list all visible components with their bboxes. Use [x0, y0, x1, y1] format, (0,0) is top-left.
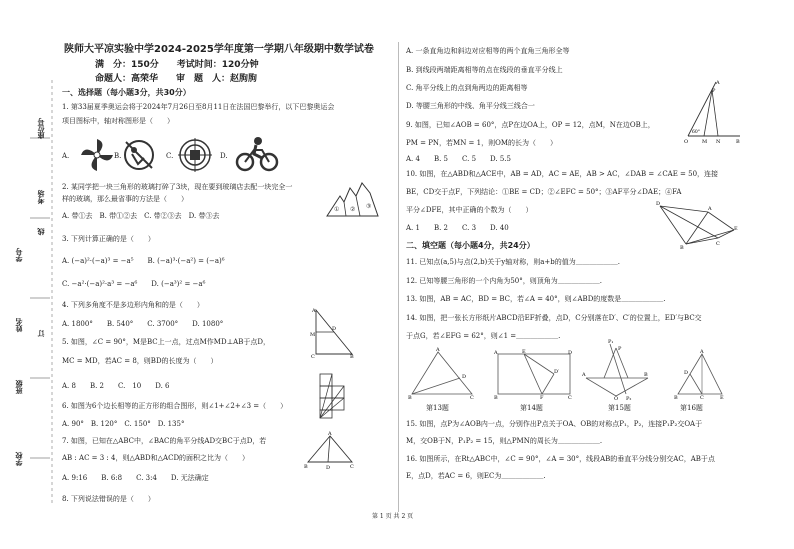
svg-text:A: A: [700, 349, 704, 355]
pinwheel-icon: [80, 137, 114, 173]
q13-figure: [408, 348, 478, 400]
q3-options-cd: C. −a²·(−a)²·a³ = −a⁶ D. (−a³)² = −a⁶: [62, 280, 206, 288]
q8-option-c: C. 角平分线上的点到角两边的距离相等: [406, 84, 528, 92]
svg-text:F: F: [540, 395, 544, 401]
class-label: 班级: [14, 380, 23, 394]
q4-options: A. 1800° B. 540° C. 3700° D. 1080°: [62, 320, 224, 328]
svg-text:P: P: [712, 88, 716, 94]
fencing-icon: [122, 138, 156, 172]
svg-text:D: D: [568, 350, 573, 356]
exam-title: 陕师大平凉实验中学2024-2025学年度第一学期八年级期中数学试卷: [64, 44, 374, 55]
q16-line-1: 16. 如图所示，在Rt△ABC中，∠C = 90°，∠A = 30°，线段AB的垂直平分线分别交AC，AB于点: [406, 455, 715, 463]
figure-label-13: 第13题: [426, 404, 449, 412]
q9-line-2: PM = PN，若MN = 1，则OM的长为（ ）: [406, 139, 557, 147]
svg-text:60°: 60°: [692, 130, 700, 135]
q10-triangles-figure: [656, 200, 738, 250]
score-time-line: 满 分：150分 考试时间：120分钟: [95, 60, 259, 70]
svg-text:N: N: [716, 139, 721, 145]
q4-stem: 4. 下列多角度不是多边形内角和的是（ ）: [62, 301, 204, 309]
figure-label-16: 第16题: [680, 404, 703, 412]
svg-text:A: A: [494, 350, 498, 356]
target-icon: [178, 138, 212, 172]
q10-line-3: 平分∠DFE，其中正确的个数为（ ）: [406, 206, 533, 214]
q15-line-2: M，交OB于N，P₁P₂ = 15，则△PMN的周长为＿＿＿＿＿＿.: [406, 437, 603, 445]
q14-line-1: 14. 如图，把一张长方形纸片ABCD沿EF折叠，点D，C分别落在D′、C′的位置上，ED′与BC交: [406, 314, 702, 322]
svg-text:P: P: [618, 346, 622, 352]
q1-option-d-label: D.: [220, 152, 228, 160]
svg-text:B: B: [408, 395, 412, 401]
svg-text:D: D: [656, 201, 661, 207]
svg-text:B: B: [644, 372, 648, 378]
q11: 11. 已知点(a,5)与点(2,b)关于y轴对称，则a+b的值为＿＿＿＿＿＿.: [406, 258, 620, 266]
svg-text:D: D: [462, 374, 467, 380]
svg-text:D: D: [684, 370, 689, 376]
svg-text:P₁: P₁: [608, 339, 614, 345]
q5-options: A. 8 B. 2 C. 10 D. 6: [62, 382, 170, 390]
page-footer: 第 1 页 共 2 页: [372, 513, 414, 520]
q1-option-b-label: B.: [114, 152, 122, 160]
binding-line-mark-2: 订: [36, 330, 45, 337]
svg-text:B: B: [494, 395, 498, 401]
svg-text:B: B: [304, 464, 308, 470]
q2-line-2: 样的玻璃，那么最省事的方法是（ ）: [62, 195, 188, 203]
q9-angle-figure: [682, 78, 744, 144]
q2-options: A. 带①去 B. 带①②去 C. 带②③去 D. 带③去: [62, 212, 220, 220]
svg-text:C: C: [470, 395, 474, 401]
svg-text:B: B: [736, 139, 740, 145]
binding-lines: [0, 0, 62, 549]
q5-line-1: 5. 如图，∠C = 90°，M是BC上一点，过点M作MD⊥AB于点D，: [62, 338, 270, 346]
q10-options: A. 1 B. 2 C. 3 D. 40: [406, 224, 509, 232]
exam-room-label: 考场: [36, 190, 45, 204]
q8-option-a: A. 一条直角边和斜边对应相等的两个直角三角形全等: [406, 47, 570, 55]
svg-text:P₂: P₂: [626, 396, 632, 402]
q6-stem: 6. 如图为6个边长相等的正方形的组合图形，则∠1+∠2+∠3 =（ ）: [62, 402, 288, 410]
svg-text:D′: D′: [554, 369, 560, 375]
svg-text:E: E: [720, 395, 724, 401]
q3-stem: 3. 下列计算正确的是（ ）: [62, 235, 155, 243]
svg-text:E: E: [522, 349, 526, 355]
q1-option-c-label: C.: [166, 152, 174, 160]
svg-text:D: D: [326, 465, 331, 471]
q5-triangle-figure: [310, 306, 356, 358]
figure-label-15: 第15题: [608, 404, 631, 412]
q7-line-2: AB : AC = 3 : 4，则△ABD和△ACD的面积之比为（ ）: [62, 454, 250, 462]
svg-text:A: A: [716, 80, 720, 86]
svg-text:A: A: [328, 431, 332, 437]
q1-option-a-label: A.: [62, 152, 70, 160]
section-2-heading: 二、填空题（每小题4分，共24分）: [406, 241, 535, 250]
svg-text:C: C: [350, 464, 354, 470]
q6-squares-figure: [318, 372, 348, 420]
q14-line-2: 于点G，若∠EFG = 62°，则∠1 =＿＿＿＿＿＿.: [406, 332, 561, 340]
svg-text:C: C: [700, 395, 704, 401]
q7-line-1: 7. 如图，已知在△ABC中，∠BAC的角平分线AD交BC于点D，若: [62, 437, 267, 445]
svg-text:D: D: [332, 326, 337, 332]
svg-text:C: C: [716, 241, 720, 247]
q1-line-1: 1. 第33届夏季奥运会将于2024年7月26日至8月11日在法国巴黎举行，以下巴黎奥运会: [62, 103, 335, 111]
q7-triangle-figure: [304, 432, 356, 470]
q2-line-1: 2. 某同学把一块三角形的玻璃打碎了3块，现在要到玻璃店去配一块完全一: [62, 183, 293, 191]
svg-text:O: O: [614, 396, 619, 402]
svg-text:C: C: [568, 395, 572, 401]
svg-text:B: B: [674, 395, 678, 401]
q9-line-1: 9. 如图，已知∠AOB = 60°，点P在边OA上，OP = 12，点M，N在边OB上，: [406, 121, 655, 129]
svg-text:A: A: [708, 206, 712, 212]
svg-text:①: ①: [334, 206, 340, 213]
svg-text:A: A: [312, 308, 316, 314]
q15-line-1: 15. 如图，点P为∠AOB内一点，分别作出P点关于OA、OB的对称点P₁，P₂，连接P₁P₂交OA于: [406, 420, 703, 428]
q10-line-1: 10. 如图，在△ABD和△ACE中，AB = AD，AC = AE，AB > AC，∠DAB = ∠CAE = 50，连接: [406, 170, 719, 178]
q15-figure: [582, 338, 652, 400]
cyclist-icon: [236, 136, 278, 172]
q16-figure: [672, 350, 728, 400]
svg-text:E: E: [734, 226, 738, 232]
broken-glass-figure: [322, 178, 382, 218]
seat-label: 座位号: [36, 118, 45, 139]
svg-text:B: B: [680, 245, 684, 251]
column-divider: [398, 42, 399, 512]
svg-text:M: M: [310, 332, 316, 338]
svg-text:A: A: [436, 347, 440, 353]
svg-text:C: C: [311, 354, 315, 360]
q3-options-ab: A. (−a)²·(−a)³ = −a⁵ B. (−a)³·(−a²) = (−a)⁶: [62, 257, 225, 265]
q16-line-2: E，点D，若AC = 6，则EC为＿＿＿＿＿＿.: [406, 472, 546, 480]
svg-text:M: M: [702, 139, 708, 145]
setters-line: 命题人：高荣华 审 题 人：赵朐朐: [95, 74, 258, 84]
figure-label-14: 第14题: [520, 404, 543, 412]
q1-line-2: 项目图标中，轴对称图形是（ ）: [62, 117, 174, 125]
q7-options: A. 9:16 B. 6:8 C. 3:4 D. 无法确定: [62, 474, 209, 482]
svg-text:③: ③: [366, 203, 372, 210]
svg-text:A: A: [582, 372, 586, 378]
q5-line-2: MC = MD，若AC = 8，则BD的长度为（ ）: [62, 357, 218, 365]
name-label: 姓名: [14, 318, 23, 332]
q12: 12. 已知等腰三角形的一个内角为50°，则顶角为＿＿＿＿＿＿.: [406, 277, 602, 285]
q6-options: A. 90° B. 120° C. 150° D. 135°: [62, 420, 185, 428]
q8-stem: 8. 下列说法错误的是（ ）: [62, 495, 155, 503]
q13: 13. 如图，AB = AC，BD = BC，若∠A = 40°，则∠ABD的度数是＿＿＿＿＿＿.: [406, 295, 666, 303]
binding-line-mark-1: 线: [36, 228, 45, 235]
q8-option-d: D. 等腰三角形的中线、角平分线三线合一: [406, 102, 535, 110]
q14-figure: [494, 348, 574, 400]
svg-text:②: ②: [350, 206, 356, 213]
svg-text:B: B: [350, 354, 354, 360]
q9-options: A. 4 B. 5 C. 5 D. 5.5: [406, 155, 511, 163]
student-id-label: 学号: [14, 248, 23, 262]
q10-line-2: BE，CD交于点F，下列结论：①BE = CD；②∠EFC = 50°；③AF平分∠DAE；④FA: [406, 188, 682, 196]
school-label: 学校: [14, 452, 23, 466]
binding-margin: [0, 0, 62, 549]
section-1-heading: 一、选择题（每小题3分，共30分）: [62, 88, 191, 97]
q8-option-b: B. 到线段两端距离相等的点在线段的垂直平分线上: [406, 66, 563, 74]
svg-text:O: O: [684, 139, 689, 145]
